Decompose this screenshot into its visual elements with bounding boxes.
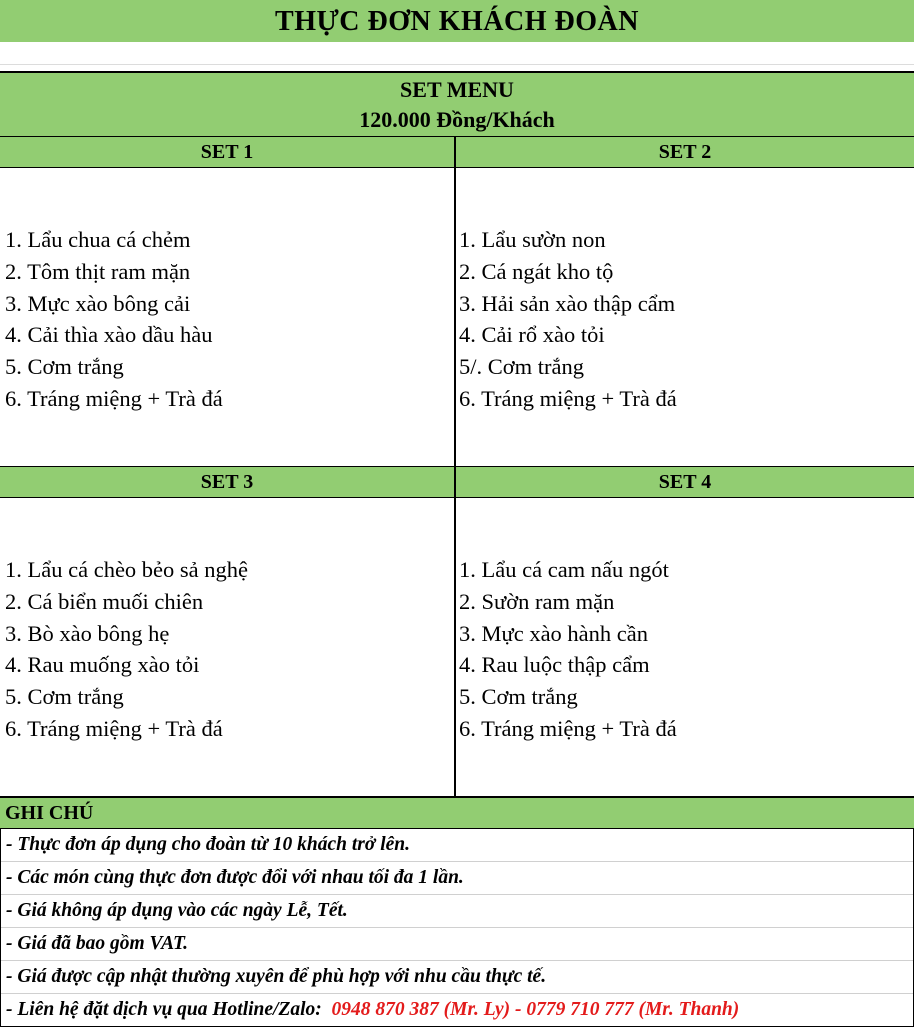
list-item: 6. Tráng miệng + Trà đá [459,715,677,741]
note-line: - Các món cùng thực đơn được đổi với nhau tối đa 1 lần. [1,861,913,894]
list-item: 4. Cải thìa xào dầu hàu [5,322,213,348]
contact-label: - Liên hệ đặt dịch vụ qua Hotline/Zalo: [6,999,322,1020]
list-item: 6. Tráng miệng + Trà đá [5,385,223,411]
note-line: - Thực đơn áp dụng cho đoàn từ 10 khách trở lên. [1,828,913,861]
set-4-title: SET 4 [456,467,914,498]
list-item: 2. Sườn ram mặn [459,588,615,614]
list-item: 4. Rau muống xào tỏi [5,652,200,678]
notes-heading: GHI CHÚ [0,796,914,828]
set-1-items [0,168,454,466]
set-2 [454,137,914,466]
list-item: 2. Cá biển muối chiên [5,588,204,614]
spacer [0,42,914,65]
set-2-title: SET 2 [456,137,914,168]
list-item: 1. Lẩu chua cá chẻm [5,227,191,252]
contact-line [1,993,913,1026]
set-menu-price: 120.000 Đồng/Khách [359,107,555,132]
set-3-items [0,498,454,796]
set-row-1 [0,137,914,466]
list-item: 5. Cơm trắng [5,684,124,710]
list-item: 1. Lẩu sườn non [459,227,606,252]
list-item: 3. Mực xào hành cần [459,620,649,646]
list-item: 3. Hải sản xào thập cẩm [459,290,676,316]
set-row-2 [0,466,914,796]
note-line: - Giá không áp dụng vào các ngày Lễ, Tết. [1,894,913,927]
list-item: 5. Cơm trắng [459,684,578,710]
list-item: 2. Cá ngát kho tộ [459,258,614,284]
list-item: 4. Rau luộc thập cẩm [459,652,650,678]
note-line: - Giá được cập nhật thường xuyên để phù hợp với nhu cầu thực tế. [1,960,913,993]
set-4-items [456,498,914,796]
set-3-title: SET 3 [0,467,454,498]
set-2-items [456,168,914,466]
set-1-title: SET 1 [0,137,454,168]
list-item: 3. Bò xào bông hẹ [5,620,170,646]
list-item: 1. Lẩu cá chèo bẻo sả nghệ [5,557,249,582]
list-item: 4. Cải rổ xào tỏi [459,322,605,348]
set-menu-heading: SET MENU [400,77,514,102]
list-item: 3. Mực xào bông cải [5,290,191,316]
list-item: 5. Cơm trắng [5,354,124,380]
set-1 [0,137,454,466]
set-3 [0,467,454,796]
list-item: 6. Tráng miệng + Trà đá [5,715,223,741]
set-4 [454,467,914,796]
list-item: 1. Lẩu cá cam nấu ngót [459,557,669,582]
set-menu-header [0,71,914,137]
note-line: - Giá đã bao gồm VAT. [1,927,913,960]
list-item: 2. Tôm thịt ram mặn [5,258,191,284]
hotline-numbers: 0948 870 387 (Mr. Ly) - 0779 710 777 (Mr. Thanh) [331,999,740,1020]
page-title: THỰC ĐƠN KHÁCH ĐOÀN [0,0,914,42]
list-item: 5/. Cơm trắng [459,354,585,380]
list-item: 6. Tráng miệng + Trà đá [459,385,677,411]
notes-list [0,828,914,1027]
